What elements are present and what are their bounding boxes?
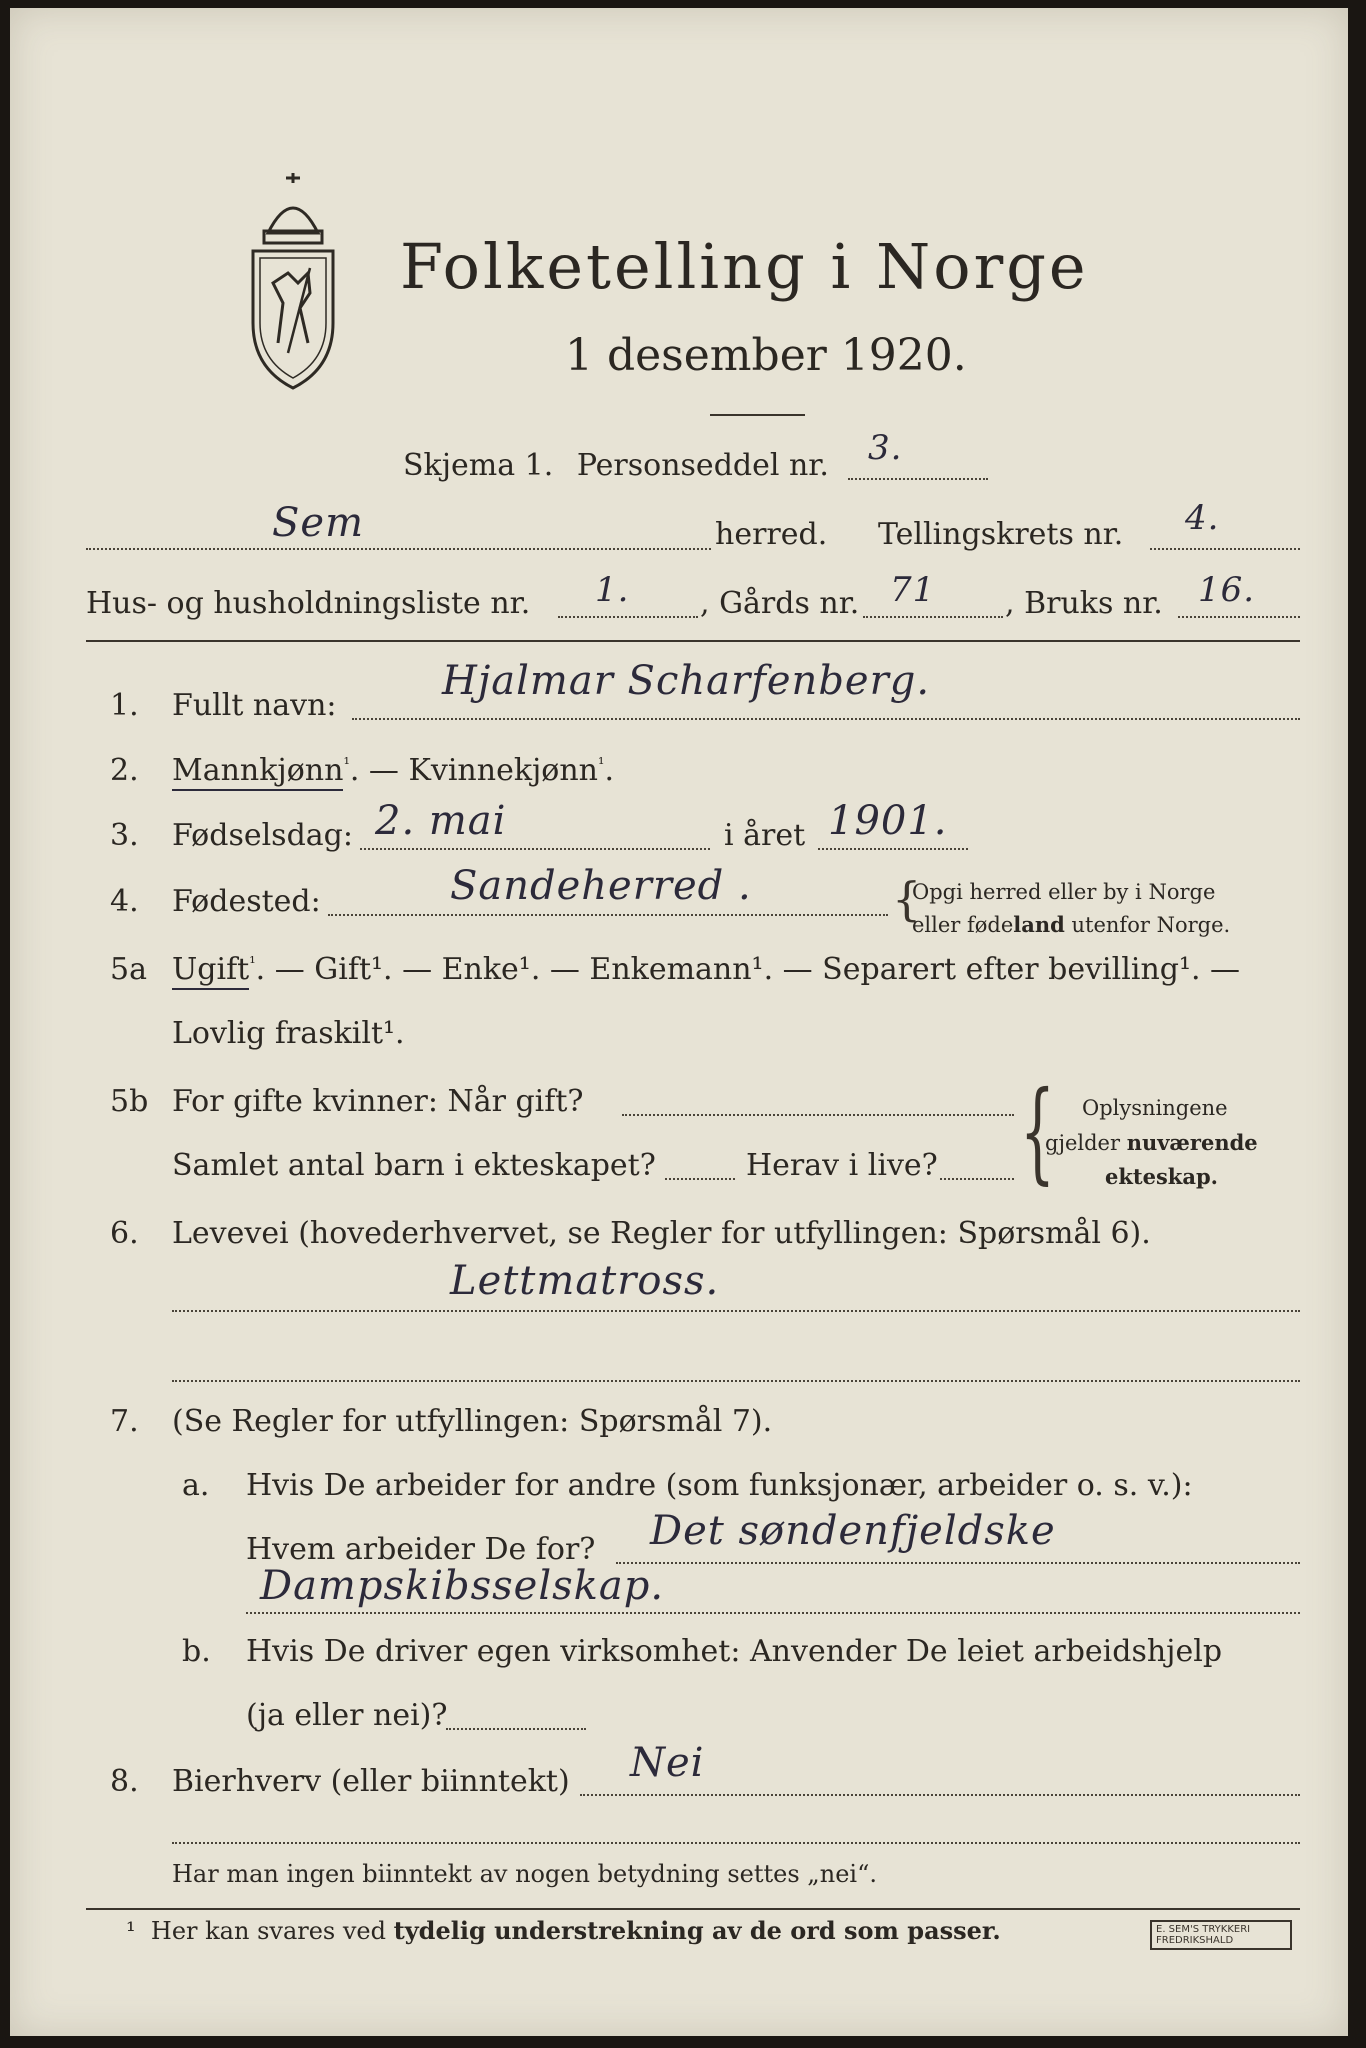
gards-value[interactable]: 71 (890, 570, 936, 610)
female-option[interactable]: Kvinnekjønn (408, 753, 599, 788)
census-form-page: Folketelling i Norge 1 desember 1920. Skjema 1. Personseddel nr. 3. Sem herred. Tellingskrets nr. 4. Hus- og husholdningsliste nr. 1. , Gårds nr. 71 , Bruks nr. 16. 1. Fullt navn: Hjalmar Scharfenberg. 2. Mannkjønn$^{^1}$. — Kvinnekjønn$^{^1}$. 3. Fødselsdag: 2. mai i året 1901. 4. Fødested: Sandeherred . { Opgi herred eller by i Norge eller fødeland utenfor Norge. 5a Ugift$^{^1}$. — Gift¹. — Enke¹. — Enkemann¹. — Separert efter bevilling¹. — Lovlig fraskilt¹. 5b For gifte kvinner: Når gift? Samlet antal barn i ekteskapet? Herav i live? { Oplysningene gjelder nuværende ekteskap. 6. Levevei (hovederhvervet, se Regler for utfyllingen: Spørsmål 6). Lettmatross. 7. (Se Regler for utfyllingen: Spørsmål 7). a. Hvis De arbeider for andre (som funksjonær, arbeider o. s. v.): Hvem arbeider De for? Det søndenfjeldske Dampskibsselskap. b. Hvis De driver egen virksomhet: Anvender De leiet arbeidshjelp (ja eller nei)? 8. Bierhverv (eller biinntekt) Nei Har man ingen biinntekt av nogen betydning settes „nei“. ¹ Her kan svares ved tydelig understrekning av de ord som passer. E. SEM'S TRYKKERI FREDRIKSHALD (10, 8, 1348, 2036)
q5b-note-3: ekteskap. (1105, 1164, 1218, 1189)
year-label: i året (724, 818, 806, 853)
q8-label: Bierhverv (eller biinntekt) (172, 1764, 570, 1799)
employer-value-line1[interactable]: Det søndenfjeldske (650, 1508, 1056, 1554)
q3-number: 3. (110, 818, 139, 853)
q4-label: Fødested: (172, 884, 321, 919)
norwegian-coat-of-arms-icon (238, 173, 348, 393)
lovlig-fraskilt-option[interactable]: Lovlig fraskilt¹. (172, 1016, 405, 1051)
birthplace-note-1: Opgi herred eller by i Norge (912, 880, 1216, 904)
full-name-value[interactable]: Hjalmar Scharfenberg. (442, 658, 931, 704)
q7a-number: a. (182, 1468, 210, 1503)
footer-rule (86, 1908, 1300, 1910)
q5b-alive-label: Herav i live? (746, 1148, 938, 1183)
personseddel-value[interactable]: 3. (868, 428, 903, 468)
q7-number: 7. (110, 1404, 139, 1439)
gards-label: , Gårds nr. (700, 586, 860, 621)
tellingskrets-label: Tellingskrets nr. (878, 517, 1124, 552)
q5b-children-label: Samlet antal barn i ekteskapet? (172, 1148, 656, 1183)
census-date: 1 desember 1920. (565, 330, 967, 381)
title-divider (710, 414, 805, 416)
husholdningsliste-label: Hus- og husholdningsliste nr. (86, 586, 531, 621)
employer-value-line2[interactable]: Dampskibsselskap. (260, 1563, 665, 1609)
q7b-number: b. (182, 1634, 211, 1669)
printer-stamp: E. SEM'S TRYKKERI FREDRIKSHALD (1150, 1920, 1292, 1950)
personseddel-label: Personseddel nr. (576, 448, 829, 483)
q2-number: 2. (110, 753, 139, 788)
ugift-option[interactable]: Ugift (172, 952, 249, 990)
q1-label: Fullt navn: (172, 688, 337, 723)
herred-label: herred. (715, 517, 828, 552)
birthplace-value[interactable]: Sandeherred . (450, 863, 752, 909)
bruks-value[interactable]: 16. (1198, 570, 1256, 610)
q5b-note-2: gjelder nuværende (1045, 1130, 1258, 1155)
q6-label: Levevei (hovederhvervet, se Regler for utfyllingen: Spørsmål 6). (172, 1216, 1151, 1251)
q4-number: 4. (110, 884, 139, 919)
q5b-note-1: Oplysningene (1082, 1096, 1228, 1120)
q7a-employer-label: Hvem arbeider De for? (246, 1532, 596, 1567)
q7b-yesno-label: (ja eller nei)? (246, 1698, 448, 1733)
q2-sex-options: Mannkjønn$^{^1}$. — Kvinnekjønn$^{^1}$. (172, 753, 614, 788)
side-income-note: Har man ingen biinntekt av nogen betydning settes „nei“. (172, 1860, 877, 1888)
schema-label: Skjema 1. (403, 448, 554, 483)
tellingskrets-value[interactable]: 4. (1185, 498, 1220, 538)
q7a-label: Hvis De arbeider for andre (som funksjonær, arbeider o. s. v.): (246, 1468, 1193, 1503)
q5b-married-label: For gifte kvinner: Når gift? (172, 1084, 584, 1119)
q1-number: 1. (110, 688, 139, 723)
q8-number: 8. (110, 1764, 139, 1799)
q5b-number: 5b (110, 1084, 149, 1119)
husholdningsliste-value[interactable]: 1. (595, 570, 630, 610)
side-income-value[interactable]: Nei (630, 1740, 705, 1786)
bruks-label: , Bruks nr. (1005, 586, 1163, 621)
marital-status-options: Ugift$^{^1}$. — Gift¹. — Enke¹. — Enkemann¹. — Separert efter bevilling¹. — (172, 952, 1240, 987)
q6-number: 6. (110, 1216, 139, 1251)
birthplace-note-2: eller fødeland utenfor Norge. (912, 912, 1231, 937)
birth-year-value[interactable]: 1901. (828, 798, 948, 844)
q7-label: (Se Regler for utfyllingen: Spørsmål 7). (172, 1404, 773, 1439)
q7b-label: Hvis De driver egen virksomhet: Anvender De leiet arbeidshjelp (246, 1634, 1223, 1669)
footnote: ¹ Her kan svares ved tydelig understrekning av de ord som passer. (126, 1916, 1001, 1945)
occupation-value[interactable]: Lettmatross. (450, 1258, 720, 1304)
male-option[interactable]: Mannkjønn (172, 753, 343, 791)
q3-label: Fødselsdag: (172, 818, 353, 853)
q5a-number: 5a (110, 952, 147, 987)
form-title: Folketelling i Norge (400, 230, 1089, 303)
herred-value[interactable]: Sem (272, 500, 365, 546)
birthday-value[interactable]: 2. mai (375, 798, 507, 844)
header-rule (86, 640, 1300, 642)
